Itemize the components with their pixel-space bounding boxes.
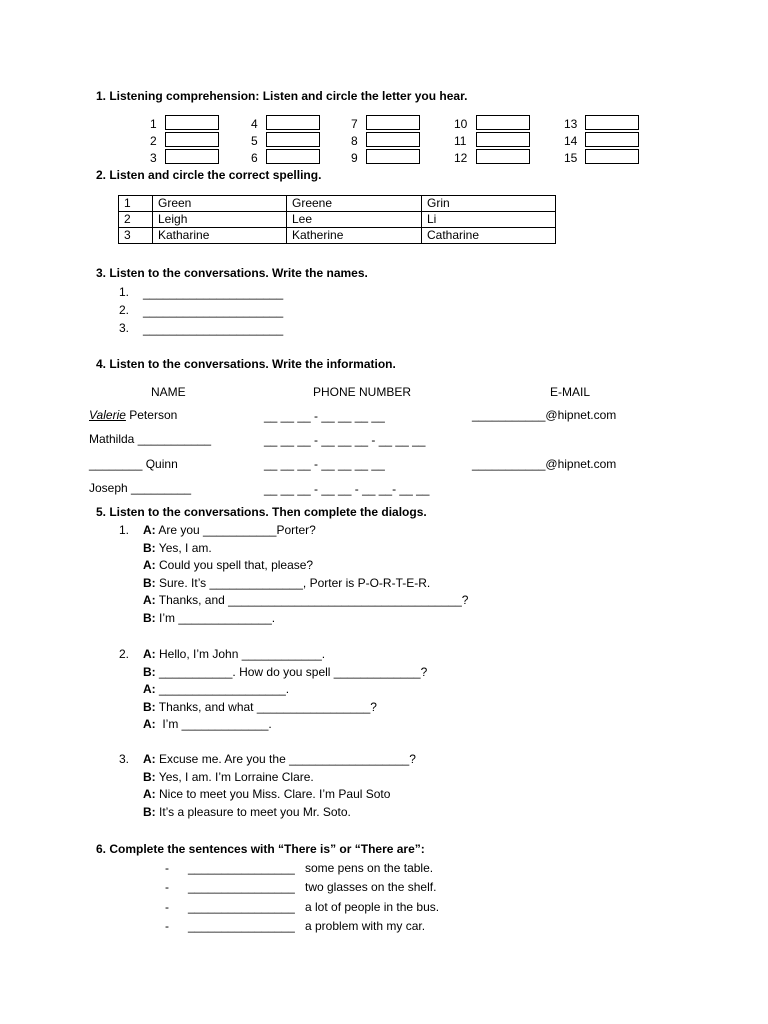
- answer-box[interactable]: [266, 149, 320, 164]
- item-number: 8: [351, 134, 358, 148]
- answer-box[interactable]: [165, 149, 219, 164]
- item-number: 3: [150, 151, 157, 165]
- name-cell: [89, 408, 177, 422]
- list-number: 2.: [119, 303, 130, 317]
- name-cell[interactable]: Mathilda ___________: [89, 432, 212, 446]
- email-blank[interactable]: ___________@hipnet.com: [472, 408, 617, 422]
- section-1-heading: 1. Listening comprehension: Listen and circle the letter you hear.: [96, 89, 468, 103]
- table-row: [119, 212, 556, 228]
- speaker-label: A:: [143, 787, 156, 801]
- speaker-label: B:: [143, 541, 156, 555]
- phone-blank[interactable]: __ __ __ - __ __ __ __: [264, 457, 385, 471]
- dialog-number: 3.: [119, 752, 130, 766]
- item-number: 4: [251, 117, 258, 131]
- answer-blank[interactable]: _____________________: [143, 322, 284, 336]
- line-text: ___________________.: [155, 682, 290, 696]
- item-number: 13: [564, 117, 578, 131]
- dialog-number: 2.: [119, 647, 130, 661]
- dialog-line: [143, 558, 313, 572]
- sentence-text: two glasses on the shelf.: [305, 880, 437, 894]
- line-text: I’m _____________.: [155, 717, 272, 731]
- table-row: [119, 228, 556, 244]
- spelling-option[interactable]: Leigh: [153, 212, 287, 228]
- speaker-label: A:: [143, 717, 156, 731]
- dialog-line: [143, 770, 314, 784]
- section-4-heading: 4. Listen to the conversations. Write the information.: [96, 357, 396, 371]
- section-2-heading: 2. Listen and circle the correct spelling.: [96, 168, 322, 182]
- answer-box[interactable]: [476, 149, 530, 164]
- answer-box[interactable]: [366, 149, 420, 164]
- answer-box[interactable]: [476, 115, 530, 130]
- speaker-label: A:: [143, 593, 156, 607]
- spelling-option[interactable]: Catharine: [422, 228, 556, 244]
- item-number: 10: [454, 117, 468, 131]
- row-number: 1: [119, 196, 153, 212]
- item-number: 2: [150, 134, 157, 148]
- spelling-option[interactable]: Lee: [287, 212, 422, 228]
- answer-blank[interactable]: _____________________: [143, 286, 284, 300]
- list-number: 1.: [119, 285, 130, 299]
- column-header-name: NAME: [151, 385, 186, 399]
- item-number: 6: [251, 151, 258, 165]
- dialog-line: [143, 700, 377, 714]
- item-number: 11: [454, 134, 467, 148]
- speaker-label: A:: [143, 752, 156, 766]
- bullet-dash: -: [165, 880, 169, 894]
- answer-box[interactable]: [165, 132, 219, 147]
- section-6-heading: 6. Complete the sentences with “There is” or “There are”:: [96, 842, 425, 856]
- name-handwritten: Valerie: [89, 408, 126, 422]
- bullet-dash: -: [165, 919, 169, 933]
- dialog-line: [143, 576, 430, 590]
- speaker-label: B:: [143, 700, 156, 714]
- answer-box[interactable]: [585, 149, 639, 164]
- line-text: Hello, I’m John ____________.: [155, 647, 326, 661]
- answer-box[interactable]: [585, 132, 639, 147]
- spelling-option[interactable]: Green: [153, 196, 287, 212]
- bullet-dash: -: [165, 900, 169, 914]
- answer-box[interactable]: [585, 115, 639, 130]
- item-number: 14: [564, 134, 578, 148]
- line-text: Excuse me. Are you the __________________?: [155, 752, 416, 766]
- speaker-label: A:: [143, 682, 156, 696]
- answer-blank[interactable]: _____________________: [143, 304, 284, 318]
- speaker-label: A:: [143, 523, 156, 537]
- answer-box[interactable]: [165, 115, 219, 130]
- item-number: 15: [564, 151, 578, 165]
- spelling-option[interactable]: Greene: [287, 196, 422, 212]
- item-number: 5: [251, 134, 258, 148]
- dialog-line: [143, 752, 416, 766]
- speaker-label: B:: [143, 611, 156, 625]
- spelling-option[interactable]: Li: [422, 212, 556, 228]
- answer-blank[interactable]: ________________: [188, 919, 295, 933]
- answer-blank[interactable]: ________________: [188, 900, 295, 914]
- dialog-line: [143, 611, 275, 625]
- phone-blank[interactable]: __ __ __ - __ __ __ - __ __ __: [264, 433, 426, 447]
- answer-box[interactable]: [366, 115, 420, 130]
- answer-blank[interactable]: ________________: [188, 861, 295, 875]
- dialog-line: [143, 541, 212, 555]
- line-text: ___________. How do you spell _____________?: [155, 665, 428, 679]
- speaker-label: A:: [143, 558, 156, 572]
- dialog-line: [143, 805, 351, 819]
- row-number: 2: [119, 212, 153, 228]
- sentence-text: a problem with my car.: [305, 919, 426, 933]
- name-cell[interactable]: ________ Quinn: [89, 457, 178, 471]
- item-number: 7: [351, 117, 358, 131]
- spelling-option[interactable]: Katherine: [287, 228, 422, 244]
- item-number: 9: [351, 151, 358, 165]
- line-text: It’s a pleasure to meet you Mr. Soto.: [155, 805, 351, 819]
- item-number: 1: [150, 117, 157, 131]
- email-blank[interactable]: ___________@hipnet.com: [472, 457, 617, 471]
- dialog-line: [143, 647, 325, 661]
- speaker-label: B:: [143, 576, 156, 590]
- speaker-label: B:: [143, 805, 156, 819]
- dialog-line: [143, 717, 272, 731]
- column-header-phone: PHONE NUMBER: [313, 385, 412, 399]
- dialog-line: [143, 665, 427, 679]
- spelling-option[interactable]: Katharine: [153, 228, 287, 244]
- dialog-line: [143, 682, 289, 696]
- line-text: Sure. It’s ______________, Porter is P-O-R-T-E-R.: [155, 576, 431, 590]
- sentence-text: a lot of people in the bus.: [305, 900, 440, 914]
- dialog-number: 1.: [119, 523, 130, 537]
- phone-blank[interactable]: __ __ __ - __ __ __ __: [264, 409, 385, 423]
- speaker-label: A:: [143, 647, 156, 661]
- line-text: Nice to meet you Miss. Clare. I’m Paul Soto: [155, 787, 391, 801]
- list-number: 3.: [119, 321, 130, 335]
- spelling-table: [118, 195, 556, 244]
- answer-box[interactable]: [476, 132, 530, 147]
- name-cell[interactable]: Joseph _________: [89, 481, 192, 495]
- line-text: Could you spell that, please?: [155, 558, 314, 572]
- dialog-line: [143, 523, 316, 537]
- speaker-label: B:: [143, 665, 156, 679]
- row-number: 3: [119, 228, 153, 244]
- speaker-label: B:: [143, 770, 156, 784]
- line-text: Yes, I am.: [155, 541, 212, 555]
- line-text: Yes, I am. I’m Lorraine Clare.: [155, 770, 314, 784]
- line-text: I’m ______________.: [155, 611, 276, 625]
- answer-box[interactable]: [266, 115, 320, 130]
- bullet-dash: -: [165, 861, 169, 875]
- spelling-option[interactable]: Grin: [422, 196, 556, 212]
- line-text: Are you ___________Porter?: [155, 523, 316, 537]
- table-row: [119, 196, 556, 212]
- column-header-email: E-MAIL: [550, 385, 591, 399]
- dialog-line: [143, 787, 390, 801]
- line-text: Thanks, and ___________________________________?: [155, 593, 469, 607]
- answer-box[interactable]: [266, 132, 320, 147]
- section-3-heading: 3. Listen to the conversations. Write the names.: [96, 266, 368, 280]
- answer-box[interactable]: [366, 132, 420, 147]
- sentence-text: some pens on the table.: [305, 861, 434, 875]
- name-text: Peterson: [125, 408, 178, 422]
- item-number: 12: [454, 151, 468, 165]
- section-5-heading: 5. Listen to the conversations. Then complete the dialogs.: [96, 505, 427, 519]
- phone-blank[interactable]: __ __ __ - __ __ - __ __- __ __: [264, 482, 430, 496]
- answer-blank[interactable]: ________________: [188, 880, 295, 894]
- line-text: Thanks, and what _________________?: [155, 700, 377, 714]
- dialog-line: [143, 593, 468, 607]
